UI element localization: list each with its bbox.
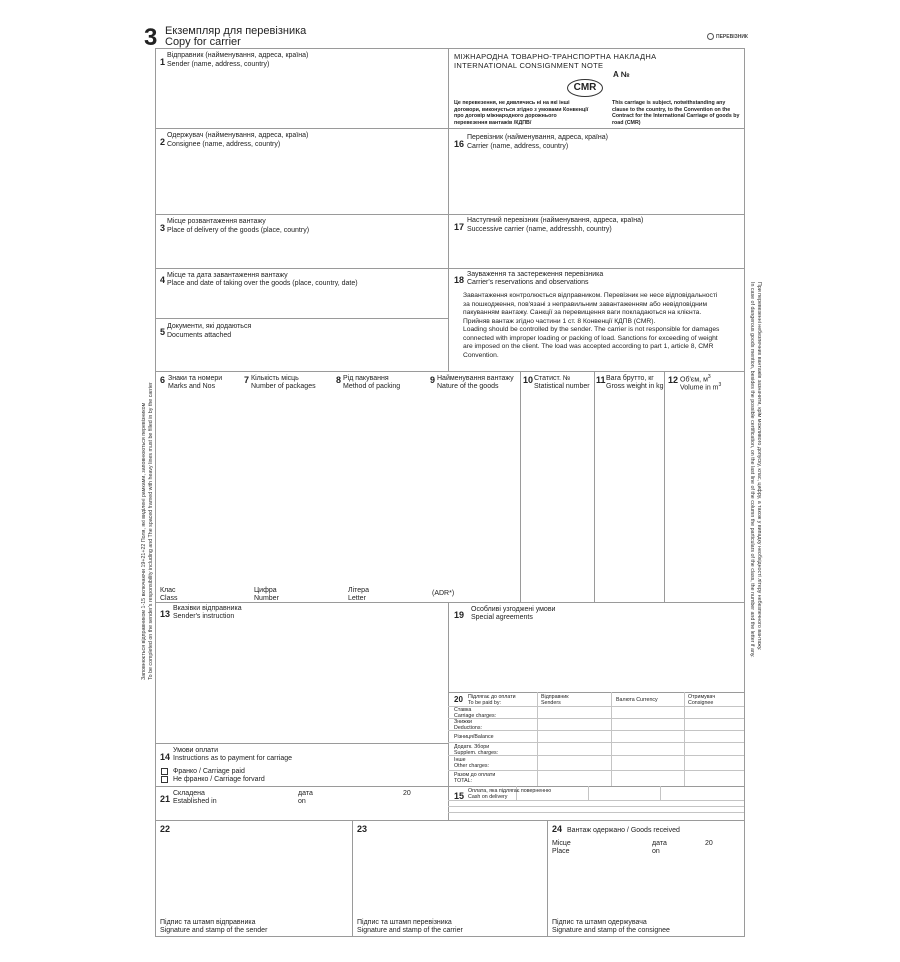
column-consignee: Отримувач Consignee: [688, 694, 716, 707]
box-24-consignee-signature: Підпис та штамп одержувача Signature and stamp of the consignee: [552, 919, 670, 935]
cmr-consignment-note: 3 Екземпляр для перевізника Copy for carrier ПЕРЕВІЗНИК 1 Відправник (найменування, адреса, країна) Sender (name, address, country) 2 Одержувач (найменування, адреса, країна) Consignee (name, address, country) 3 Місце розвантаження вантажу Place of delivery of the goods (place, country) 4 Місце та дата завантаження вантажу Place and date of taking over the goods (place, country, date) 5 Документи, які додаються Documents attached МІЖНАРОДНА ТОВАРНО-ТРАНСПОРТНА НАКЛАДНА INTERNATIONAL CONSIGNMENT NOTE A № CMR Це перевезення, не дивлячись ні на які інші договори, виконується згідно з умовами Конвенції про договір міжнародного дорожнього перевезення вантажів /КДПВ/ This carriage is subject, notwithstanding any clause to the country, to the Convention on the Contract for the International Carriage of goods by road (CMR) 16 Перевізник (найменування, адреса, країна) Carrier (name, address, country) 17 Наступний перевізник (найменування, адреса, країна) Successive carrier (name, addresshh, country) 18 Зауваження та застереження перевізника Carrier's reservations and observations Завантаження контролюється відправником. Перевізник не несе відповідальності за пошкодження, пов'язані з неправильним завантаженням або невідповідним пакуванням вантажу. Санкції за перевищення ваги покладаються на клієнта. Прийняв вантаж згідно частини 1 ст. 8 Конвенції КДПВ (CMR). Loading should be controlled by the sender. The carrier is not responsible for damages connected with improper loading or packing of load. Sanctions for exceeding of weight are imposed on the client. The load was accepted according to part 1, article 8, CMR Convention. 6 Знаки та номери Marks and Nos 7 Кількість місць Number of packages 8 Рід пакування Method of packing 9 Найменування вантажу Nature of the goods 10 Статист. № Statistical number 11 Вага брутто, кг Gross weight in kg 12 Об'єм, $м^3$ Volume in $m^3$ Клас Class Цифра Number Літера Letter (ADR*) 13 Вказівки відправника Sender's instruction 19 Особливі узгоджені умови Special agreements 20 Підлягає до оплати To be paid by: Відправник Senders Валюта Currency Отримувач Consignee Ставка Carriage charges: Знижки Deductions: Різниця/Balance Додатк. Збори Supplem. charges: Інше Other charges: Разом до оплати TOTAL: 14 Умови оплати Instructions as to payment for carriage Франко / Carriage paid Не франко / Carriage forvard 21 Складена Established in дата on 20 15 Оплата, яка підлягає поверненню Cash on delivery 22 Підпис та штамп відправника Signature and stamp of the sender 23 Підпис та штамп перевізника Signature and stamp of the carrier 24 Вантаж одержано / Goods received Місце Place дата on 20 Підпис та штамп одержувача Signature and stamp of the consignee Заповнюється відправником 1-15 включаючи 19+21+22 Поля, які виділені рамками, заповнюються перевізником To be completed on the sender's responsibility including and The spaced framed with heavy lines must be filled in by the carrier При перевезенні небезпечних вантажів зазначити, крім можливого допуску, клас, цифру, а також у випадку необхідності літеру небезпечного вантажу. In case of dangerous goods mention, besides the possible certification, on the last line of the column the particulars of the class, the number and the letter if any.: [0, 0, 900, 962]
title-ua: МІЖНАРОДНА ТОВАРНО-ТРАНСПОРТНА НАКЛАДНА: [454, 52, 657, 61]
copy-title-en: Copy for carrier: [165, 36, 241, 48]
title-en: INTERNATIONAL CONSIGNMENT NOTE: [454, 61, 604, 70]
cmr-logo: CMR: [567, 79, 603, 97]
publisher-logo: ПЕРЕВІЗНИК: [707, 33, 748, 41]
cmr-notice-ua: Це перевезення, не дивлячись ні на які інші договори, виконується згідно з умовами Конвенції про договір міжнародного дорожнього перевезення вантажів /КДПВ/: [454, 100, 589, 126]
row-total: Разом до оплати TOTAL:: [454, 772, 496, 784]
copy-number: 3: [144, 24, 158, 51]
logo-icon: [707, 33, 714, 40]
row-other-charges: Інше Other charges:: [454, 757, 490, 769]
column-currency: Валюта Currency: [616, 697, 658, 703]
box-24-goods-received: 24 Вантаж одержано / Goods received: [552, 824, 680, 834]
box-23-number: 23: [357, 824, 368, 834]
carriage-paid-checkbox[interactable]: [161, 768, 168, 775]
cmr-notice-en: This carriage is subject, notwithstanding any clause to the country, to the Convention on the Contract for the International Carriage of goods by road (CMR): [612, 100, 740, 126]
consignment-number-label: A №: [613, 70, 630, 79]
box-22-sender-signature: Підпис та штамп відправника Signature and stamp of the sender: [160, 919, 268, 935]
row-carriage-charges: Ставка Carriage charges:: [454, 707, 497, 719]
adr-number: Цифра Number: [254, 587, 279, 603]
box-23-carrier-signature: Підпис та штамп перевізника Signature and stamp of the carrier: [357, 919, 463, 935]
copy-title-ua: Екземпляр для перевізника: [165, 25, 307, 37]
side-note-right-ua: При перевезенні небезпечних вантажів зазначити, крім можливого допуску, клас, цифру, а також у випадку необхідності літеру небезпечного вантажу.: [756, 282, 762, 651]
box-24-year: 20: [705, 840, 713, 847]
row-balance: Різниця/Balance: [454, 734, 494, 740]
box-24-date: дата on: [652, 840, 667, 856]
adr-label: (ADR*): [432, 590, 455, 597]
box-21-year: 20: [403, 790, 411, 797]
carriage-forward-checkbox[interactable]: [161, 776, 168, 783]
adr-class: Клас Class: [160, 587, 178, 603]
adr-letter: Літера Letter: [348, 587, 369, 603]
row-deductions: Знижки Deductions:: [454, 719, 482, 731]
carriage-forward-label: Не франко / Carriage forvard: [173, 776, 265, 783]
box-21-date: дата on: [298, 790, 313, 806]
side-note-left-en: To be completed on the sender's responsibility including and The spaced framed with heavy lines must be filled in by the carrier: [148, 382, 154, 680]
side-note-left-ua: Заповнюється відправником 1-15 включаючи 19+21+22 Поля, які виділені рамками, заповнюються перевізником: [141, 402, 147, 680]
side-note-right-en: In case of dangerous goods mention, besides the possible certification, on the last line of the column the particulars of the class, the number and the letter if any.: [749, 282, 755, 658]
box-22-number: 22: [160, 824, 171, 834]
row-supplementary-charges: Додатк. Збори Supplem. charges:: [454, 744, 499, 756]
column-senders: Відправник Senders: [541, 694, 569, 707]
carriage-paid-label: Франко / Carriage paid: [173, 768, 245, 775]
box-24-place: Місце Place: [552, 840, 571, 856]
box-18-terms: Завантаження контролюється відправником. Перевізник не несе відповідальності за пошкодження, пов'язані з неправильним завантаженням або невідповідним пакуванням вантажу. Санкції за перевищення ваги покладаються на клієнта. Прийняв вантаж згідно частини 1 ст. 8 Конвенції КДПВ (CMR). Loading should be controlled by the sender. The carrier is not responsible for damages connected with improper loading or packing of load. Sanctions for exceeding of weight are imposed on the client. The load was accepted according to part 1, article 8, CMR Convention.: [463, 292, 720, 359]
